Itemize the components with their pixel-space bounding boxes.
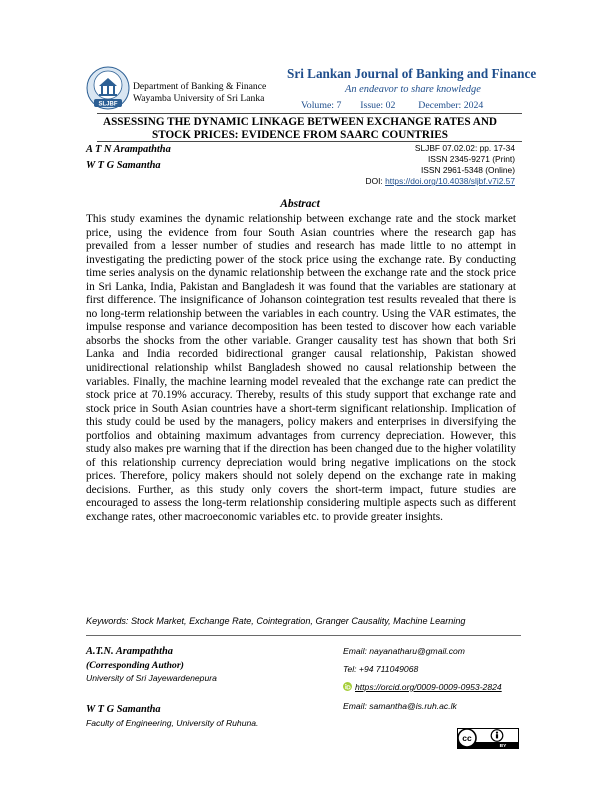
svg-text:SLJBF: SLJBF	[98, 101, 118, 108]
doi-label: DOI:	[365, 176, 386, 186]
issue-date: December: 2024	[418, 100, 484, 111]
telephone: Tel: +94 711049068	[343, 664, 419, 674]
keywords: Keywords: Stock Market, Exchange Rate, Cointegration, Granger Causality, Machine Learning	[86, 616, 466, 626]
svg-text:cc: cc	[462, 733, 472, 744]
department-block	[133, 81, 266, 105]
author-2: W T G Samantha	[86, 160, 161, 171]
email-2: Email: samantha@is.ruh.ac.lk	[343, 701, 457, 711]
author1-name: A.T.N. Arampaththa	[86, 646, 174, 657]
issue: Issue: 02	[360, 100, 396, 111]
title-rule	[97, 141, 522, 142]
abstract-heading: Abstract	[280, 198, 320, 210]
orcid-icon	[343, 682, 352, 691]
author1-role: (Corresponding Author)	[86, 660, 184, 671]
orcid-link[interactable]	[355, 682, 502, 692]
volume: Volume: 7	[301, 100, 342, 111]
article-ref: SLJBF 07.02.02: pp. 17-34	[414, 143, 515, 153]
university-name: Wayamba University of Sri Lanka	[133, 93, 265, 104]
paper-title-line-2: STOCK PRICES: EVIDENCE FROM SAARC COUNTRIES	[152, 129, 448, 141]
orcid-url[interactable]: https://orcid.org/0009-0009-0953-2824	[355, 682, 502, 692]
department-name: Department of Banking & Finance	[133, 81, 267, 92]
header-rule	[97, 113, 522, 114]
author2-affiliation: Faculty of Engineering, University of Ruhuna.	[86, 718, 259, 728]
cc-by-license-badge	[457, 728, 519, 749]
footnote-separator	[86, 635, 521, 636]
abstract-text: This study examines the dynamic relationship between exchange rate and the stock market price, using the evidence from four South Asian countries where the research gap has prevailed from a lesser number of studies and research has made little to no attempt in investigating the predicting power of the stock price using the exchange rate. By conducting time series analysis on the dynamic relationship between the exchange rate and the stock price in Sri Lanka, India, Pakistan and Bangladesh it was found that the variables are stationary at first difference. The insignificance of Johanson cointegration test results revealed that there is no long-term relationship between the variables in each country. Using the VAR estimates, the impulse response and variance decomposition has been tested to discover how each variable absorbs the shocks from the other variable. Granger causality test has shown that both Sri Lanka and India recorded bidirectional granger causal relationship, Pakistan showed unidirectional relationship whilst Bangladesh showed no causal relationship between the variables. Finally, the machine learning model revealed that the exchange rate can predict the stock price at 70.19% accuracy. Thereby, results of this study support that exchange rate and stock price in South Asian countries have a short-term significant relationship. Implication of this study could be used by the managers, policy makers and enterprises in diversifying the portfolios and obtaining maximum advantages from currency depreciation. However, this study also makes pre warning that if the direction has been changed due to the higher volatility of this relationship currency depreciation would bring negative implications on the stock prices. Therefore, policy makers should not solely depend on the exchange rate in making decisions. Further, as this study only covers the short-term impact, future studies are encouraged to assess the long-term relationship considering multiple aspects such as different exchange rates, other macroeconomic variables etc. to provide greater insights.	[86, 213, 516, 524]
journal-tagline: An endeavor to share knowledge	[345, 84, 481, 95]
doi-line	[366, 176, 515, 187]
author2-name: W T G Samantha	[86, 704, 161, 715]
author-1: A T N Arampaththa	[86, 144, 171, 155]
svg-text:BY: BY	[499, 744, 507, 749]
issn-print: ISSN 2345-9271 (Print)	[427, 154, 515, 164]
journal-title: Sri Lankan Journal of Banking and Finance	[287, 66, 537, 81]
paper-title	[80, 116, 520, 142]
author1-affiliation: University of Sri Jayewardenepura	[86, 673, 217, 683]
issue-info	[301, 100, 483, 111]
article-meta	[366, 143, 515, 187]
doi-link[interactable]: https://doi.org/10.4038/sljbf.v7i2.57	[385, 176, 515, 186]
paper-title-line-1: ASSESSING THE DYNAMIC LINKAGE BETWEEN EXCHANGE RATES AND	[102, 116, 498, 128]
journal-logo	[86, 66, 130, 110]
email-1: Email: nayanatharu@gmail.com	[343, 646, 465, 656]
issn-online: ISSN 2961-5348 (Online)	[420, 165, 515, 175]
